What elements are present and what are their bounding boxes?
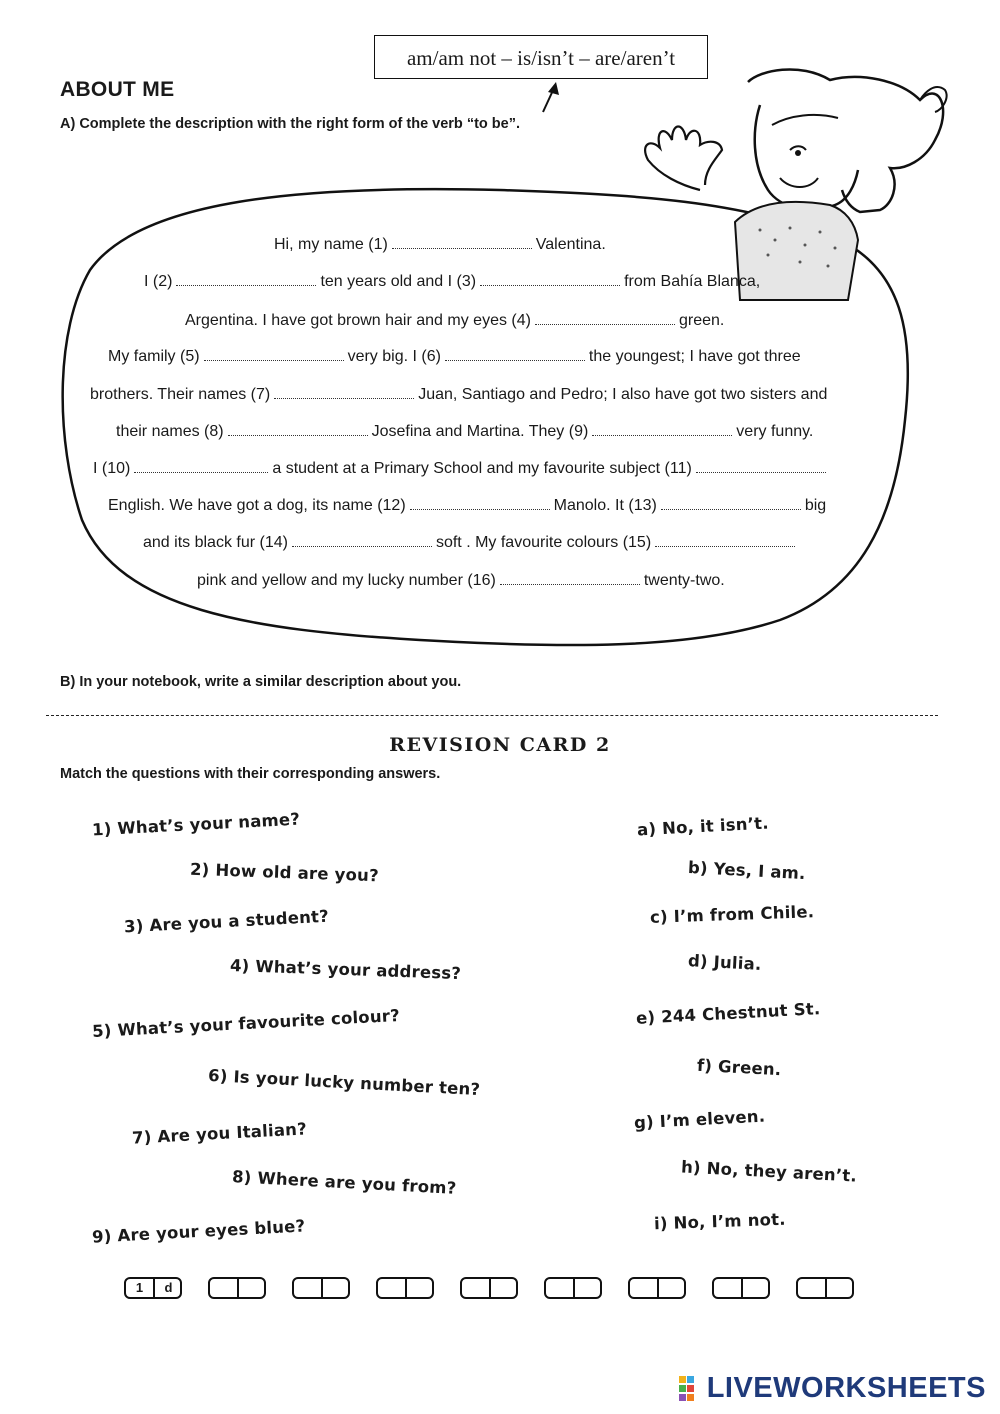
blank-14[interactable] [292, 534, 432, 547]
question-9: 9) Are your eyes blue? [91, 1216, 306, 1247]
liveworksheets-watermark: LIVEWORKSHEETS [679, 1372, 986, 1405]
description-line-9: and its black fur (14) soft . My favourite colours (15) [143, 534, 799, 552]
question-1: 1) What’s your name? [91, 809, 301, 840]
answer-e: e) 244 Chestnut St. [635, 999, 821, 1028]
answer-a: a) No, it isn’t. [636, 813, 770, 840]
question-5: 5) What’s your favourite colour? [91, 1005, 401, 1042]
answer-box-7[interactable] [628, 1277, 686, 1299]
description-line-2: I (2) ten years old and I (3) from Bahía Blanca, [144, 273, 761, 290]
blank-12[interactable] [410, 497, 550, 510]
answer-box-9[interactable] [796, 1277, 854, 1299]
blank-16[interactable] [500, 572, 640, 585]
blank-10[interactable] [134, 460, 268, 473]
answer-c: c) I’m from Chile. [649, 902, 815, 927]
blank-3[interactable] [480, 273, 620, 286]
answer-box-4[interactable] [376, 1277, 434, 1299]
blank-7[interactable] [274, 386, 414, 399]
answer-box-6[interactable] [544, 1277, 602, 1299]
answer-d: d) Julia. [687, 951, 762, 974]
description-line-5: brothers. Their names (7) Juan, Santiago and Pedro; I also have got two sisters and [90, 386, 828, 403]
question-6: 6) Is your lucky number ten? [207, 1065, 481, 1100]
blank-4[interactable] [535, 312, 675, 325]
revision-card-title: REVISION CARD 2 [389, 734, 611, 756]
cut-line-divider [46, 715, 938, 716]
answer-box-1[interactable]: 1 d [124, 1277, 182, 1299]
section-a-instruction: A) Complete the description with the right form of the verb “to be”. [60, 116, 520, 132]
blank-5[interactable] [204, 348, 344, 361]
description-line-8: English. We have got a dog, its name (12) Manolo. It (13) big [108, 497, 827, 514]
liveworksheets-logo-icon [679, 1376, 703, 1402]
answer-box-8[interactable] [712, 1277, 770, 1299]
answer-h: h) No, they aren’t. [680, 1157, 858, 1186]
answer-b: b) Yes, I am. [687, 857, 807, 884]
description-line-3: Argentina. I have got brown hair and my eyes (4) green. [185, 312, 725, 329]
answer-box-3[interactable] [292, 1277, 350, 1299]
blank-11[interactable] [696, 460, 826, 473]
description-line-4: My family (5) very big. I (6) the youngest; I have got three [108, 348, 801, 365]
section-b-instruction: B) In your notebook, write a similar description about you. [60, 674, 462, 690]
blank-13[interactable] [661, 497, 801, 510]
blank-15[interactable] [655, 534, 795, 547]
answer-g: g) I’m eleven. [633, 1106, 766, 1133]
blank-8[interactable] [228, 423, 368, 436]
description-line-7: I (10) a student at a Primary School and my favourite subject (11) [93, 460, 830, 478]
description-line-10: pink and yellow and my lucky number (16) twenty-two. [197, 572, 725, 589]
question-2: 2) How old are you? [189, 859, 380, 886]
answer-box-2[interactable] [208, 1277, 266, 1299]
answer-box-5[interactable] [460, 1277, 518, 1299]
answer-i: i) No, I’m not. [653, 1209, 786, 1234]
revision-instruction: Match the questions with their corresponding answers. [60, 766, 441, 782]
description-line-6: their names (8) Josefina and Martina. They (9) very funny. [116, 423, 814, 440]
section-a-title: ABOUT ME [60, 78, 175, 101]
question-8: 8) Where are you from? [231, 1167, 457, 1198]
blank-9[interactable] [592, 423, 732, 436]
description-line-1: Hi, my name (1) Valentina. [274, 236, 606, 253]
answer-f: f) Green. [696, 1055, 782, 1080]
question-7: 7) Are you Italian? [131, 1119, 308, 1148]
question-3: 3) Are you a student? [123, 906, 330, 937]
verb-hint-box: am/am not – is/isn’t – are/aren’t [374, 35, 708, 79]
blank-1[interactable] [392, 236, 532, 249]
blank-6[interactable] [445, 348, 585, 361]
blank-2[interactable] [176, 273, 316, 286]
question-4: 4) What’s your address? [229, 955, 462, 984]
